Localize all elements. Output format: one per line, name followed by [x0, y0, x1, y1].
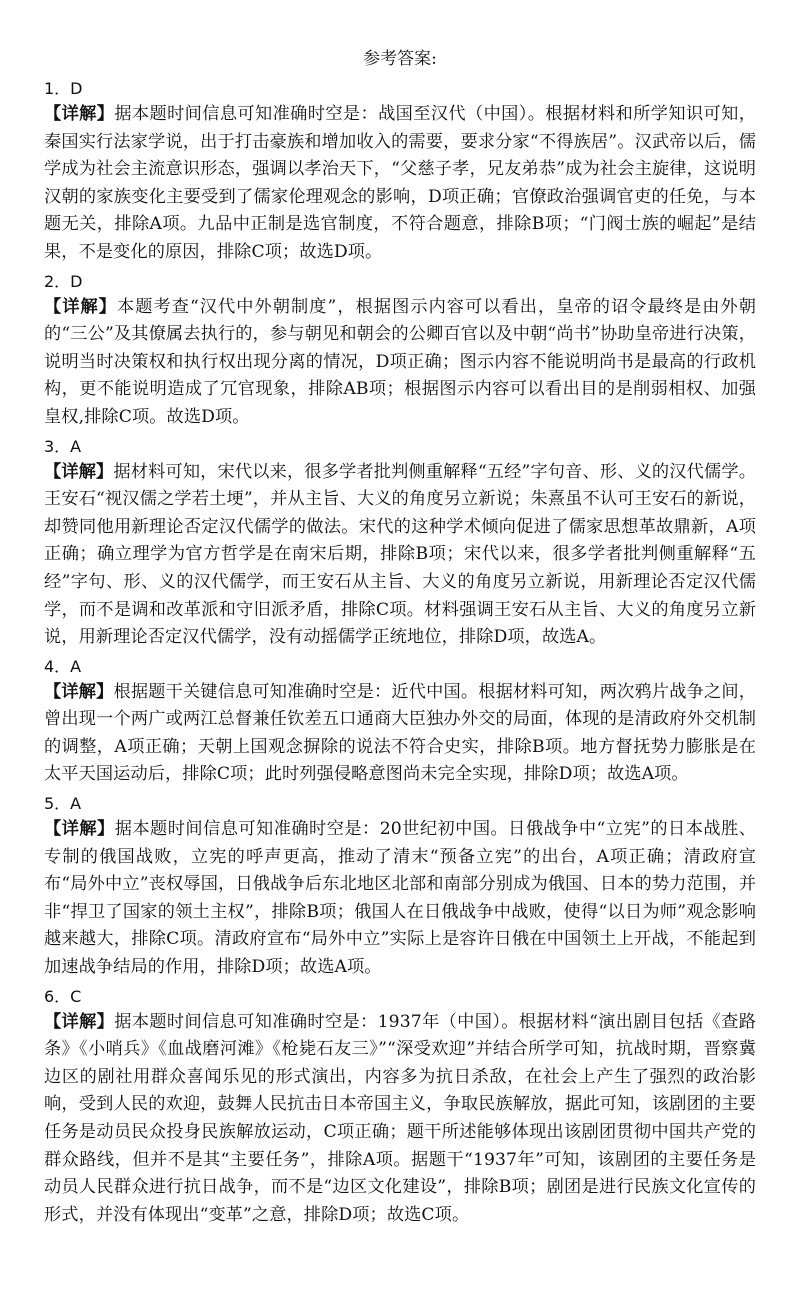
question-number: 3．A [44, 436, 82, 456]
question-number: 5．A [44, 794, 82, 814]
explanation-text: 根据题干关键信息可知准确时空是：近代中国。根据材料可知，两次鸦片战争之间，曾出现一个两广或两江总督兼任钦差五口通商大臣独办外交的局面，体现的是清政府外交机制的调整，A项正确；天朝上国观念摒除的说法不符合史实，排除B项。地方督抚势力膨胀是在太平天国运动后，排除C项；此时列强侵略意图尚未完全实现，排除D项；故选A项。 [44, 681, 757, 785]
explanation-text: 据本题时间信息可知准确时空是：1937年（中国）。根据材料“演出剧目包括《查路条》《小哨兵》《血战磨河滩》《枪毙石友三》”“深受欢迎”并结合所学可知，抗战时期，晋察冀边区的剧社用群众喜闻乐见的形式演出，内容多为抗日杀敌，在社会上产生了强烈的政治影响，受到人民的欢迎，鼓舞人民抗击日本帝国主义，争取民族解放，据此可知，该剧团的主要任务是动员民众投身民族解放运动，C项正确；题干所述能够体现出该剧团贯彻中国共产党的群众路线，但并不是其“主要任务”，排除A项。据题干“1937年”可知，该剧团的主要任务是动员人民群众进行抗日战争，而不是“边区文化建设”，排除B项；剧团是进行民族文化宣传的形式，并没有体现出“变革”之意，排除D项；故选C项。 [44, 1011, 756, 1225]
explanation-text: 据材料可知，宋代以来，很多学者批判侧重解释“五经”字句音、形、义的汉代儒学。王安石“视汉儒之学若土埂”，并从主旨、大义的角度另立新说；朱熹虽不认可王安石的新说，却赞同他用新理论否定汉代儒学的做法。宋代的这种学术倾向促进了儒家思想革故鼎新，A项正确；确立理学为官方哲学是在南宋后期，排除B项；宋代以来，很多学者批判侧重解释“五经”字句、形、义的汉代儒学，而王安石从主旨、大义的角度另立新说，用新理论否定汉代儒学，而不是调和改革派和守旧派矛盾，排除C项。材料强调王安石从主旨、大义的角度另立新说，用新理论否定汉代儒学，没有动摇儒学正统地位，排除D项，故选A。 [44, 461, 756, 648]
question-explanation [44, 294, 756, 432]
question-explanation [44, 459, 756, 652]
explanation-tag: 【详解】 [44, 461, 114, 482]
explanation-tag: 【详解】 [44, 681, 114, 702]
question-number: 4．A [44, 656, 82, 676]
page-title: 参考答案: [363, 49, 437, 69]
question-number: 1．D [44, 79, 83, 98]
explanation-tag: 【详解】 [44, 1011, 115, 1032]
explanation-text: 本题考查“汉代中外朝制度”，根据图示内容可以看出，皇帝的诏令最终是由外朝的“三公”及其僚属去执行的，参与朝见和朝会的公卿百官以及中朝“尚书”协助皇帝进行决策，说明当时决策权和执行权出现分离的情况，D项正确；图示内容不能说明尚书是最高的行政机构，更不能说明造成了冗官现象，排除AB项；根据图示内容可以看出目的是削弱相权、加强皇权,排除C项。故选D项。 [44, 296, 756, 427]
question-explanation [44, 816, 756, 982]
explanation-tag: 【详解】 [44, 296, 117, 317]
explanation-tag: 【详解】 [44, 104, 115, 124]
question-number: 6．C [44, 986, 82, 1006]
question-explanation [44, 679, 756, 789]
question-number: 2．D [44, 271, 83, 291]
question-explanation [44, 101, 756, 267]
question-explanation [44, 1009, 756, 1230]
explanation-text: 据本题时间信息可知准确时空是：20世纪初中国。日俄战争中“立宪”的日本战胜、专制的俄国战败，立宪的呼声更高，推动了清末“预备立宪”的出台，A项正确；清政府宣布“局外中立”丧权辱国，日俄战争后东北地区北部和南部分别成为俄国、日本的势力范围，并非“捍卫了国家的领土主权”，排除B项；俄国人在日俄战争中战败，使得“以日为师”观念影响越来越大，排除C项。清政府宣布“局外中立”实际上是容许日俄在中国领土上开战，不能起到加速战争结局的作用，排除D项；故选A项。 [44, 819, 757, 978]
explanation-text: 据本题时间信息可知准确时空是：战国至汉代（中国）。根据材料和所学知识可知，秦国实行法家学说，出于打击豪族和增加收入的需要，要求分家“不得族居”。汉武帝以后，儒学成为社会主流意识形态，强调以孝治天下，“父慈子孝，兄友弟恭”成为社会主旋律，这说明汉朝的家族变化主要受到了儒家伦理观念的影响，D项正确；官僚政治强调官吏的任免，与本题无关，排除A项。九品中正制是选官制度，不符合题意，排除B项；“门阀士族的崛起”是结果，不是变化的原因，排除C项；故选D项。 [44, 104, 757, 262]
explanation-tag: 【详解】 [44, 819, 115, 840]
